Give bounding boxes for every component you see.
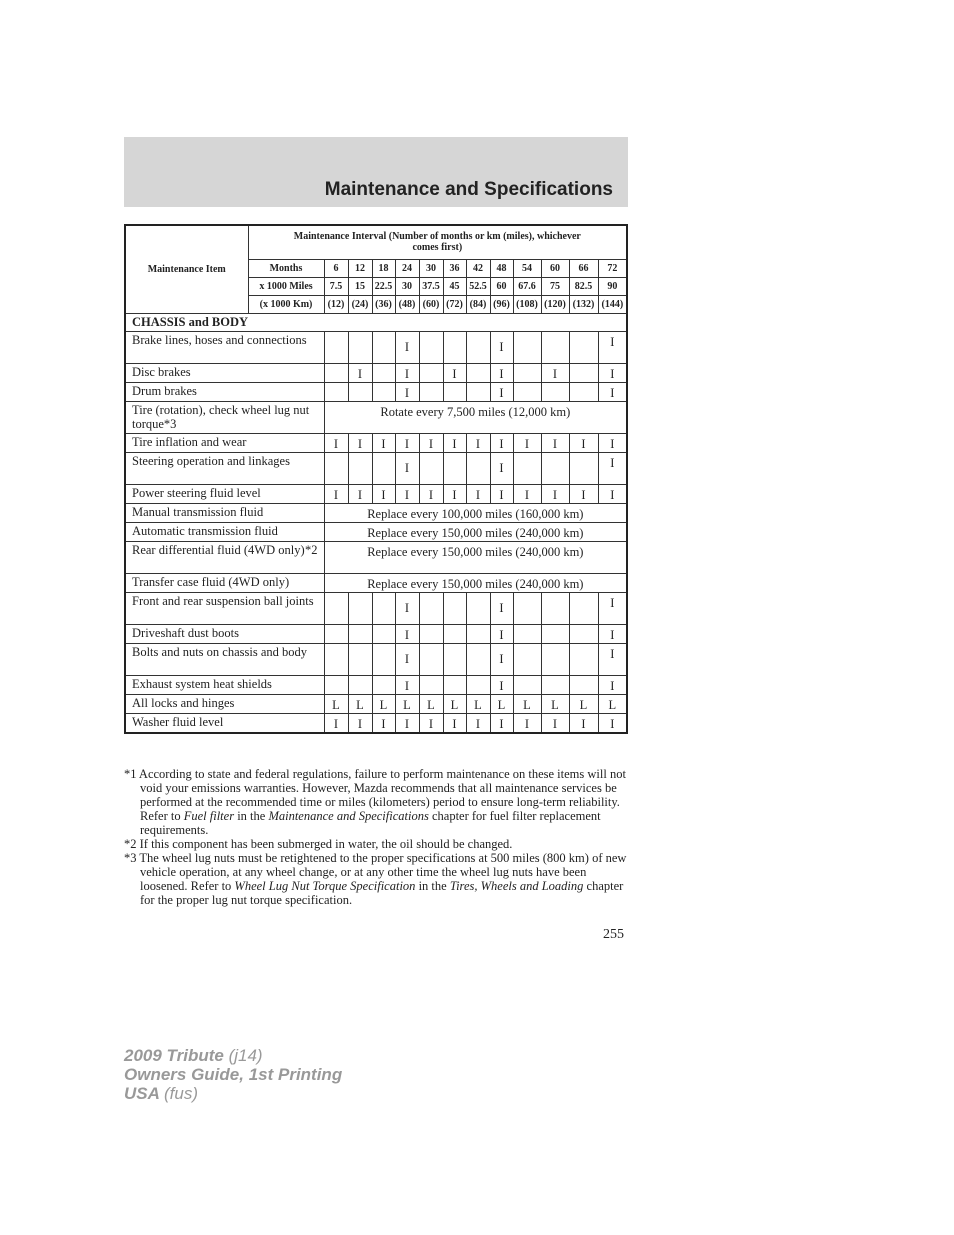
interval-cell: I: [598, 675, 627, 694]
interval-cell: [513, 675, 541, 694]
interval-cell: L: [324, 694, 348, 713]
interval-cell: [348, 382, 372, 401]
interval-cell: I: [490, 433, 513, 452]
miles-cell: 30: [395, 277, 419, 295]
table-row: [125, 401, 627, 433]
interval-cell: L: [372, 694, 395, 713]
interval-cell: I: [372, 713, 395, 733]
item-label: Steering operation and linkages: [132, 453, 290, 468]
interval-cell: [419, 675, 443, 694]
interval-cell: L: [490, 694, 513, 713]
item-label: Driveshaft dust boots: [132, 625, 239, 640]
interval-cell: I: [466, 484, 490, 503]
interval-cell: I: [443, 433, 466, 452]
interval-cell: L: [443, 694, 466, 713]
interval-cell: I: [324, 433, 348, 452]
interval-cell: [324, 624, 348, 643]
interval-cell: I: [490, 675, 513, 694]
interval-cell: I: [395, 643, 419, 675]
interval-cell: I: [490, 331, 513, 363]
interval-cell: [541, 624, 569, 643]
interval-cell: I: [395, 484, 419, 503]
interval-cell: [372, 592, 395, 624]
interval-cell: L: [466, 694, 490, 713]
km-cell: (120): [541, 295, 569, 313]
interval-cell: I: [395, 624, 419, 643]
header-band: [124, 137, 628, 207]
interval-cell: I: [598, 363, 627, 382]
interval-cell: [513, 382, 541, 401]
interval-cell: I: [569, 484, 598, 503]
interval-cell: I: [419, 713, 443, 733]
interval-cell: [348, 675, 372, 694]
item-label: All locks and hinges: [132, 695, 235, 710]
months-cell: 18: [372, 259, 395, 277]
interval-cell: [541, 675, 569, 694]
item-cell: [125, 433, 324, 452]
interval-cell: I: [490, 484, 513, 503]
interval-cell: [419, 592, 443, 624]
interval-cell: [569, 382, 598, 401]
interval-cell: [443, 592, 466, 624]
interval-cell: I: [513, 433, 541, 452]
item-cell: [125, 484, 324, 503]
months-cell: 12: [348, 259, 372, 277]
interval-cell: [324, 331, 348, 363]
table-row: [125, 363, 627, 382]
table-row: [125, 503, 627, 522]
miles-label: x 1000 Miles: [248, 277, 324, 295]
interval-cell: [324, 675, 348, 694]
interval-cell: I: [598, 452, 627, 484]
table-row: [125, 433, 627, 452]
interval-cell: I: [490, 643, 513, 675]
interval-cell: I: [419, 433, 443, 452]
interval-cell: [372, 363, 395, 382]
interval-cell: I: [395, 331, 419, 363]
footer-region-code: (fus): [164, 1084, 198, 1103]
km-cell: (108): [513, 295, 541, 313]
interval-cell: [348, 331, 372, 363]
interval-cell: [513, 331, 541, 363]
item-cell: [125, 624, 324, 643]
months-cell: 54: [513, 259, 541, 277]
interval-cell: I: [541, 433, 569, 452]
item-cell: [125, 713, 324, 733]
miles-cell: 52.5: [466, 277, 490, 295]
item-label: Manual transmission fluid: [132, 504, 264, 519]
interval-cell: I: [513, 713, 541, 733]
interval-cell: I: [395, 675, 419, 694]
months-cell: 24: [395, 259, 419, 277]
item-label: Disc brakes: [132, 364, 191, 379]
table-row: [125, 675, 627, 694]
item-label: Power steering fluid level: [132, 485, 261, 500]
footnote-3-chapter: Tires, Wheels and Loading: [449, 879, 584, 893]
interval-cell: L: [395, 694, 419, 713]
interval-cell: I: [598, 433, 627, 452]
item-label: Automatic transmission fluid: [132, 523, 278, 538]
interval-cell: I: [513, 484, 541, 503]
item-label: Rear differential fluid (4WD only): [132, 542, 305, 557]
item-label: Tire (rotation), check wheel lug nut torque*3: [132, 402, 310, 431]
months-cell: 36: [443, 259, 466, 277]
table-row: [125, 694, 627, 713]
interval-cell: I: [598, 484, 627, 503]
interval-cell: [569, 331, 598, 363]
footnote-1-chapter: Maintenance and Specifications: [268, 809, 429, 823]
interval-cell: [443, 643, 466, 675]
interval-cell: [324, 592, 348, 624]
item-cell: [125, 503, 324, 522]
interval-cell: [419, 643, 443, 675]
interval-header: Maintenance Interval (Number of months or km (miles), whichever comes first): [248, 225, 627, 259]
interval-cell: I: [348, 433, 372, 452]
interval-cell: I: [395, 382, 419, 401]
table-row: [125, 592, 627, 624]
interval-cell: I: [324, 713, 348, 733]
interval-cell: I: [490, 624, 513, 643]
km-cell: (96): [490, 295, 513, 313]
interval-cell: L: [419, 694, 443, 713]
footnote-1-ref: Fuel filter: [183, 809, 235, 823]
interval-span-cell: Replace every 150,000 miles (240,000 km): [324, 573, 627, 592]
miles-cell: 45: [443, 277, 466, 295]
footnote-3: [124, 851, 628, 907]
km-cell: (36): [372, 295, 395, 313]
item-cell: [125, 522, 324, 541]
item-label: Brake lines, hoses and connections: [132, 332, 307, 347]
miles-cell: 7.5: [324, 277, 348, 295]
interval-cell: [513, 643, 541, 675]
interval-cell: L: [348, 694, 372, 713]
section-heading: CHASSIS and BODY: [125, 313, 627, 331]
item-label: Front and rear suspension ball joints: [132, 593, 314, 608]
item-label: Washer fluid level: [132, 714, 224, 729]
interval-cell: [513, 452, 541, 484]
interval-span-cell: Replace every 100,000 miles (160,000 km): [324, 503, 627, 522]
interval-cell: [324, 643, 348, 675]
miles-cell: 37.5: [419, 277, 443, 295]
interval-cell: [569, 592, 598, 624]
item-cell: [125, 541, 324, 573]
footer-model: 2009 Tribute: [124, 1046, 229, 1065]
km-cell: (72): [443, 295, 466, 313]
interval-cell: [513, 592, 541, 624]
interval-cell: [466, 592, 490, 624]
km-cell: (60): [419, 295, 443, 313]
interval-cell: [324, 382, 348, 401]
interval-cell: I: [598, 643, 627, 675]
interval-cell: I: [443, 713, 466, 733]
interval-cell: [419, 382, 443, 401]
item-cell: [125, 573, 324, 592]
interval-cell: [513, 363, 541, 382]
interval-cell: [443, 331, 466, 363]
interval-cell: [419, 452, 443, 484]
item-cell: [125, 452, 324, 484]
item-cell: [125, 592, 324, 624]
months-cell: 66: [569, 259, 598, 277]
item-cell: [125, 382, 324, 401]
interval-cell: I: [419, 484, 443, 503]
interval-cell: [541, 382, 569, 401]
interval-cell: [324, 452, 348, 484]
table-row: [125, 624, 627, 643]
interval-cell: I: [490, 592, 513, 624]
print-footer: [124, 1046, 342, 1103]
interval-cell: [419, 331, 443, 363]
km-cell: (144): [598, 295, 627, 313]
interval-cell: [419, 363, 443, 382]
interval-cell: [466, 675, 490, 694]
table-row: [125, 331, 627, 363]
interval-cell: [443, 624, 466, 643]
interval-cell: [541, 331, 569, 363]
interval-cell: [569, 675, 598, 694]
item-label: Bolts and nuts on chassis and body: [132, 644, 307, 659]
item-cell: [125, 331, 324, 363]
interval-cell: [569, 624, 598, 643]
miles-cell: 22.5: [372, 277, 395, 295]
item-cell: [125, 643, 324, 675]
miles-cell: 60: [490, 277, 513, 295]
months-cell: 72: [598, 259, 627, 277]
item-note: *2: [305, 542, 318, 557]
km-cell: (24): [348, 295, 372, 313]
km-cell: (84): [466, 295, 490, 313]
months-label: Months: [248, 259, 324, 277]
interval-cell: I: [541, 363, 569, 382]
km-cell: (48): [395, 295, 419, 313]
interval-cell: [541, 643, 569, 675]
footnote-3-text-3: chapter for the proper lug nut torque specification.: [140, 879, 624, 907]
interval-cell: [443, 382, 466, 401]
interval-cell: [513, 624, 541, 643]
interval-cell: I: [541, 484, 569, 503]
interval-cell: [324, 363, 348, 382]
miles-cell: 75: [541, 277, 569, 295]
interval-cell: [466, 363, 490, 382]
page-number: 255: [603, 927, 624, 942]
interval-cell: [372, 382, 395, 401]
interval-cell: I: [569, 433, 598, 452]
months-cell: 42: [466, 259, 490, 277]
interval-cell: [348, 624, 372, 643]
interval-cell: [372, 675, 395, 694]
interval-cell: [466, 331, 490, 363]
interval-cell: I: [348, 484, 372, 503]
interval-cell: I: [490, 452, 513, 484]
interval-cell: I: [598, 592, 627, 624]
item-label: Transfer case fluid (4WD only): [132, 574, 290, 589]
maintenance-item-header: Maintenance Item: [125, 225, 248, 313]
interval-cell: I: [395, 592, 419, 624]
interval-cell: I: [348, 713, 372, 733]
interval-cell: [466, 452, 490, 484]
item-cell: [125, 675, 324, 694]
months-cell: 30: [419, 259, 443, 277]
interval-cell: [541, 592, 569, 624]
footnote-1-text-2: in the: [234, 809, 269, 823]
footnote-1-text-3: chapter for fuel filter replacement requirements.: [140, 809, 601, 837]
interval-cell: [541, 452, 569, 484]
interval-cell: [348, 452, 372, 484]
interval-cell: [419, 624, 443, 643]
interval-cell: I: [443, 363, 466, 382]
interval-cell: I: [348, 363, 372, 382]
km-cell: (12): [324, 295, 348, 313]
footer-guide: Owners Guide, 1st Printing: [124, 1065, 343, 1084]
footnote-1: [124, 767, 628, 837]
footnote-3-text: *3 The wheel lug nuts must be retightened to the proper specifications at 500 miles (800 km) of new vehicle operation, at any wheel change, or at any other time the wheel lug nuts have been loosened. Refer to: [124, 851, 627, 893]
interval-cell: I: [541, 713, 569, 733]
interval-cell: [466, 624, 490, 643]
interval-cell: I: [466, 433, 490, 452]
interval-cell: [466, 382, 490, 401]
interval-cell: [569, 643, 598, 675]
item-label: Tire inflation and wear: [132, 434, 247, 449]
miles-cell: 67.6: [513, 277, 541, 295]
interval-cell: [372, 452, 395, 484]
interval-cell: L: [569, 694, 598, 713]
interval-cell: I: [569, 713, 598, 733]
interval-cell: I: [395, 363, 419, 382]
footnote-3-ref: Wheel Lug Nut Torque Specification: [234, 879, 416, 893]
interval-cell: [443, 675, 466, 694]
interval-cell: I: [598, 382, 627, 401]
interval-cell: [569, 452, 598, 484]
interval-cell: I: [598, 331, 627, 363]
miles-cell: 15: [348, 277, 372, 295]
interval-span-cell: Rotate every 7,500 miles (12,000 km): [324, 401, 627, 433]
table-row: [125, 541, 627, 573]
interval-cell: [443, 452, 466, 484]
footer-region: USA: [124, 1084, 164, 1103]
interval-cell: [466, 643, 490, 675]
months-cell: 6: [324, 259, 348, 277]
interval-span-cell: Replace every 150,000 miles (240,000 km): [324, 541, 627, 573]
interval-cell: I: [395, 452, 419, 484]
item-cell: [125, 694, 324, 713]
interval-cell: I: [395, 713, 419, 733]
table-row: [125, 522, 627, 541]
km-cell: (132): [569, 295, 598, 313]
table-row: [125, 452, 627, 484]
interval-cell: I: [466, 713, 490, 733]
item-cell: [125, 401, 324, 433]
km-label: (x 1000 Km): [248, 295, 324, 313]
interval-cell: I: [490, 363, 513, 382]
interval-cell: [569, 363, 598, 382]
interval-cell: [372, 643, 395, 675]
interval-cell: I: [490, 713, 513, 733]
interval-cell: I: [598, 713, 627, 733]
maintenance-table: [124, 224, 628, 734]
table-row: [125, 382, 627, 401]
interval-cell: I: [598, 624, 627, 643]
months-cell: 60: [541, 259, 569, 277]
item-label: Exhaust system heat shields: [132, 676, 272, 691]
table-row: [125, 484, 627, 503]
footnotes: [124, 767, 628, 907]
miles-cell: 82.5: [569, 277, 598, 295]
interval-cell: [372, 624, 395, 643]
interval-span-cell: Replace every 150,000 miles (240,000 km): [324, 522, 627, 541]
page-title: Maintenance and Specifications: [324, 179, 613, 200]
interval-cell: [348, 643, 372, 675]
miles-cell: 90: [598, 277, 627, 295]
footnote-3-text-2: in the: [415, 879, 450, 893]
interval-cell: I: [490, 382, 513, 401]
footer-model-code: (j14): [228, 1046, 263, 1065]
item-label: Drum brakes: [132, 383, 197, 398]
footnote-1-text: *1 According to state and federal regulations, failure to perform maintenance on these items will not void your emissions warranties. However, Mazda recommends that all maintenance services be performed at the recommended time or miles (kilometers) period to ensure long-term reliability. Refer to: [124, 767, 626, 823]
table-row: [125, 643, 627, 675]
footnote-2: *2 If this component has been submerged in water, the oil should be changed.: [124, 837, 513, 851]
table-row: [125, 713, 627, 733]
interval-cell: I: [395, 433, 419, 452]
interval-cell: [372, 331, 395, 363]
interval-cell: I: [324, 484, 348, 503]
interval-cell: I: [372, 484, 395, 503]
months-cell: 48: [490, 259, 513, 277]
item-cell: [125, 363, 324, 382]
interval-cell: L: [541, 694, 569, 713]
interval-cell: I: [372, 433, 395, 452]
interval-cell: I: [443, 484, 466, 503]
interval-cell: L: [513, 694, 541, 713]
interval-cell: L: [598, 694, 627, 713]
interval-cell: [348, 592, 372, 624]
table-row: [125, 573, 627, 592]
